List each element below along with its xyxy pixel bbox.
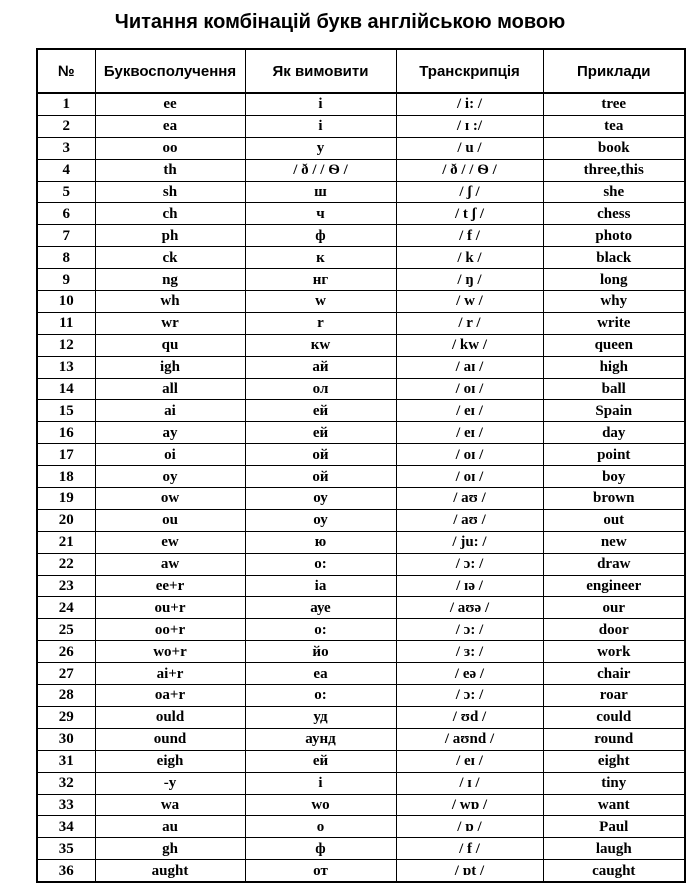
cell-example: chair xyxy=(543,663,685,685)
cell-example: roar xyxy=(543,685,685,707)
cell-transcription: / eə / xyxy=(396,663,543,685)
cell-combination: gh xyxy=(95,838,245,860)
cell-pronounce: і xyxy=(245,772,396,794)
table-row xyxy=(37,225,685,247)
cell-number: 20 xyxy=(37,509,95,531)
cell-transcription: / ʊd / xyxy=(396,706,543,728)
cell-combination: oo+r xyxy=(95,619,245,641)
cell-pronounce: уд xyxy=(245,706,396,728)
cell-example: point xyxy=(543,444,685,466)
table-row xyxy=(37,291,685,313)
cell-transcription: / wɒ / xyxy=(396,794,543,816)
cell-combination: ee+r xyxy=(95,575,245,597)
cell-combination: ow xyxy=(95,488,245,510)
cell-example: laugh xyxy=(543,838,685,860)
cell-example: could xyxy=(543,706,685,728)
cell-combination: ew xyxy=(95,531,245,553)
cell-example: queen xyxy=(543,334,685,356)
cell-combination: oo xyxy=(95,137,245,159)
cell-number: 5 xyxy=(37,181,95,203)
table-row xyxy=(37,772,685,794)
cell-pronounce: еа xyxy=(245,663,396,685)
cell-number: 17 xyxy=(37,444,95,466)
cell-number: 3 xyxy=(37,137,95,159)
table-row xyxy=(37,706,685,728)
cell-example: Paul xyxy=(543,816,685,838)
cell-combination: ng xyxy=(95,269,245,291)
cell-transcription: / ɔ: / xyxy=(396,619,543,641)
table-row xyxy=(37,860,685,882)
cell-number: 31 xyxy=(37,750,95,772)
table-row xyxy=(37,816,685,838)
cell-pronounce: ей xyxy=(245,422,396,444)
cell-example: three,this xyxy=(543,159,685,181)
cell-pronounce: ф xyxy=(245,838,396,860)
cell-combination: -y xyxy=(95,772,245,794)
cell-transcription: / eɪ / xyxy=(396,400,543,422)
cell-pronounce: ой xyxy=(245,466,396,488)
cell-example: long xyxy=(543,269,685,291)
table-row xyxy=(37,269,685,291)
cell-pronounce: w xyxy=(245,291,396,313)
table-row xyxy=(37,619,685,641)
cell-number: 32 xyxy=(37,772,95,794)
table-row xyxy=(37,137,685,159)
cell-number: 11 xyxy=(37,312,95,334)
table-row xyxy=(37,466,685,488)
cell-pronounce: ол xyxy=(245,378,396,400)
cell-example: why xyxy=(543,291,685,313)
cell-transcription: / ʃ / xyxy=(396,181,543,203)
cell-number: 6 xyxy=(37,203,95,225)
cell-combination: ea xyxy=(95,115,245,137)
cell-combination: ai xyxy=(95,400,245,422)
cell-example: day xyxy=(543,422,685,444)
cell-example: ball xyxy=(543,378,685,400)
cell-pronounce: о: xyxy=(245,553,396,575)
cell-example: black xyxy=(543,247,685,269)
cell-transcription: / eɪ / xyxy=(396,750,543,772)
cell-example: Spain xyxy=(543,400,685,422)
cell-number: 1 xyxy=(37,93,95,115)
cell-transcription: / aʊnd / xyxy=(396,728,543,750)
cell-number: 23 xyxy=(37,575,95,597)
cell-transcription: / i: / xyxy=(396,93,543,115)
cell-transcription: / ɒ / xyxy=(396,816,543,838)
cell-combination: wa xyxy=(95,794,245,816)
cell-example: engineer xyxy=(543,575,685,597)
cell-number: 35 xyxy=(37,838,95,860)
cell-example: write xyxy=(543,312,685,334)
cell-pronounce: оу xyxy=(245,488,396,510)
cell-number: 19 xyxy=(37,488,95,510)
cell-transcription: / t ʃ / xyxy=(396,203,543,225)
cell-pronounce: нг xyxy=(245,269,396,291)
cell-example: draw xyxy=(543,553,685,575)
cell-number: 36 xyxy=(37,860,95,882)
table-row xyxy=(37,203,685,225)
cell-transcription: / ɔ: / xyxy=(396,685,543,707)
table-row xyxy=(37,531,685,553)
cell-transcription: / ɜ: / xyxy=(396,641,543,663)
cell-combination: all xyxy=(95,378,245,400)
cell-transcription: / eɪ / xyxy=(396,422,543,444)
cell-example: new xyxy=(543,531,685,553)
cell-example: caught xyxy=(543,860,685,882)
table-row xyxy=(37,334,685,356)
table-row xyxy=(37,685,685,707)
cell-transcription: / w / xyxy=(396,291,543,313)
header-number: № xyxy=(37,49,95,93)
cell-transcription: / r / xyxy=(396,312,543,334)
cell-transcription: / ɪ :/ xyxy=(396,115,543,137)
cell-example: brown xyxy=(543,488,685,510)
cell-number: 8 xyxy=(37,247,95,269)
cell-transcription: / oɪ / xyxy=(396,378,543,400)
cell-number: 30 xyxy=(37,728,95,750)
table-row xyxy=(37,115,685,137)
cell-pronounce: і xyxy=(245,115,396,137)
table-row xyxy=(37,378,685,400)
cell-example: round xyxy=(543,728,685,750)
cell-number: 18 xyxy=(37,466,95,488)
cell-combination: ch xyxy=(95,203,245,225)
cell-pronounce: r xyxy=(245,312,396,334)
cell-pronounce: аунд xyxy=(245,728,396,750)
cell-combination: ai+r xyxy=(95,663,245,685)
table-row xyxy=(37,597,685,619)
cell-number: 28 xyxy=(37,685,95,707)
cell-number: 10 xyxy=(37,291,95,313)
table-body xyxy=(37,93,685,882)
cell-combination: sh xyxy=(95,181,245,203)
cell-pronounce: / ð / / Ѳ / xyxy=(245,159,396,181)
cell-combination: ou+r xyxy=(95,597,245,619)
cell-pronounce: ч xyxy=(245,203,396,225)
cell-pronounce: оу xyxy=(245,509,396,531)
cell-example: chess xyxy=(543,203,685,225)
cell-transcription: / oɪ / xyxy=(396,444,543,466)
cell-example: tree xyxy=(543,93,685,115)
cell-transcription: / aʊə / xyxy=(396,597,543,619)
cell-number: 22 xyxy=(37,553,95,575)
cell-combination: wh xyxy=(95,291,245,313)
cell-combination: ck xyxy=(95,247,245,269)
cell-example: want xyxy=(543,794,685,816)
table-row xyxy=(37,838,685,860)
cell-number: 34 xyxy=(37,816,95,838)
cell-number: 24 xyxy=(37,597,95,619)
header-transcription: Транскрипція xyxy=(396,49,543,93)
cell-pronounce: ю xyxy=(245,531,396,553)
header-combination: Буквосполучення xyxy=(95,49,245,93)
cell-transcription: / ŋ / xyxy=(396,269,543,291)
cell-combination: aw xyxy=(95,553,245,575)
table-row xyxy=(37,509,685,531)
cell-transcription: / ɔ: / xyxy=(396,553,543,575)
table-row xyxy=(37,181,685,203)
cell-example: photo xyxy=(543,225,685,247)
table-row xyxy=(37,641,685,663)
cell-example: door xyxy=(543,619,685,641)
cell-example: book xyxy=(543,137,685,159)
cell-pronounce: ей xyxy=(245,750,396,772)
cell-transcription: / aɪ / xyxy=(396,356,543,378)
cell-pronounce: ш xyxy=(245,181,396,203)
cell-combination: eigh xyxy=(95,750,245,772)
cell-combination: th xyxy=(95,159,245,181)
cell-pronounce: от xyxy=(245,860,396,882)
cell-number: 9 xyxy=(37,269,95,291)
header-pronounce: Як вимовити xyxy=(245,49,396,93)
cell-pronounce: ей xyxy=(245,400,396,422)
cell-number: 14 xyxy=(37,378,95,400)
cell-combination: wo+r xyxy=(95,641,245,663)
cell-number: 15 xyxy=(37,400,95,422)
cell-number: 13 xyxy=(37,356,95,378)
cell-combination: au xyxy=(95,816,245,838)
cell-transcription: / u / xyxy=(396,137,543,159)
table-row xyxy=(37,750,685,772)
cell-pronounce: к xyxy=(245,247,396,269)
table-row xyxy=(37,553,685,575)
cell-transcription: / ɪ / xyxy=(396,772,543,794)
cell-pronounce: кw xyxy=(245,334,396,356)
cell-transcription: / aʊ / xyxy=(396,509,543,531)
cell-combination: igh xyxy=(95,356,245,378)
page-title-text: Читання комбінацій букв англійською мовою xyxy=(114,11,566,33)
table-row xyxy=(37,247,685,269)
cell-pronounce: i xyxy=(245,93,396,115)
cell-example: high xyxy=(543,356,685,378)
cell-example: she xyxy=(543,181,685,203)
cell-pronounce: о xyxy=(245,816,396,838)
cell-combination: ee xyxy=(95,93,245,115)
cell-transcription: / ju: / xyxy=(396,531,543,553)
cell-transcription: / ɒt / xyxy=(396,860,543,882)
cell-number: 27 xyxy=(37,663,95,685)
cell-transcription: / aʊ / xyxy=(396,488,543,510)
cell-example: tiny xyxy=(543,772,685,794)
cell-pronounce: іа xyxy=(245,575,396,597)
cell-combination: ou xyxy=(95,509,245,531)
cell-example: out xyxy=(543,509,685,531)
table-row xyxy=(37,488,685,510)
cell-pronounce: йо xyxy=(245,641,396,663)
cell-combination: aught xyxy=(95,860,245,882)
cell-number: 29 xyxy=(37,706,95,728)
table-row xyxy=(37,422,685,444)
table-row xyxy=(37,93,685,115)
table-row xyxy=(37,400,685,422)
cell-combination: ould xyxy=(95,706,245,728)
table-header-row xyxy=(37,49,685,93)
cell-number: 4 xyxy=(37,159,95,181)
cell-combination: ph xyxy=(95,225,245,247)
table-row xyxy=(37,728,685,750)
cell-pronounce: у xyxy=(245,137,396,159)
table-row xyxy=(37,159,685,181)
letter-combinations-table xyxy=(36,48,686,883)
cell-number: 7 xyxy=(37,225,95,247)
cell-number: 33 xyxy=(37,794,95,816)
cell-example: our xyxy=(543,597,685,619)
cell-number: 25 xyxy=(37,619,95,641)
cell-transcription: / f / xyxy=(396,838,543,860)
cell-combination: oi xyxy=(95,444,245,466)
cell-transcription: / ð / / Ѳ / xyxy=(396,159,543,181)
cell-pronounce: о: xyxy=(245,619,396,641)
cell-transcription: / f / xyxy=(396,225,543,247)
cell-combination: oa+r xyxy=(95,685,245,707)
cell-combination: oy xyxy=(95,466,245,488)
cell-number: 26 xyxy=(37,641,95,663)
table-row xyxy=(37,663,685,685)
cell-pronounce: ауе xyxy=(245,597,396,619)
cell-transcription: / kw / xyxy=(396,334,543,356)
cell-pronounce: wo xyxy=(245,794,396,816)
cell-transcription: / ɪə / xyxy=(396,575,543,597)
table-row xyxy=(37,312,685,334)
cell-number: 2 xyxy=(37,115,95,137)
cell-combination: ay xyxy=(95,422,245,444)
header-examples: Приклади xyxy=(543,49,685,93)
table-row xyxy=(37,575,685,597)
cell-pronounce: ой xyxy=(245,444,396,466)
page-title xyxy=(0,8,696,36)
cell-transcription: / k / xyxy=(396,247,543,269)
cell-combination: qu xyxy=(95,334,245,356)
cell-example: boy xyxy=(543,466,685,488)
cell-example: tea xyxy=(543,115,685,137)
table-row xyxy=(37,356,685,378)
cell-combination: ound xyxy=(95,728,245,750)
cell-pronounce: ай xyxy=(245,356,396,378)
cell-example: eight xyxy=(543,750,685,772)
cell-pronounce: о: xyxy=(245,685,396,707)
cell-example: work xyxy=(543,641,685,663)
cell-pronounce: ф xyxy=(245,225,396,247)
cell-combination: wr xyxy=(95,312,245,334)
table-row xyxy=(37,794,685,816)
cell-number: 12 xyxy=(37,334,95,356)
table-row xyxy=(37,444,685,466)
cell-transcription: / oɪ / xyxy=(396,466,543,488)
cell-number: 16 xyxy=(37,422,95,444)
cell-number: 21 xyxy=(37,531,95,553)
